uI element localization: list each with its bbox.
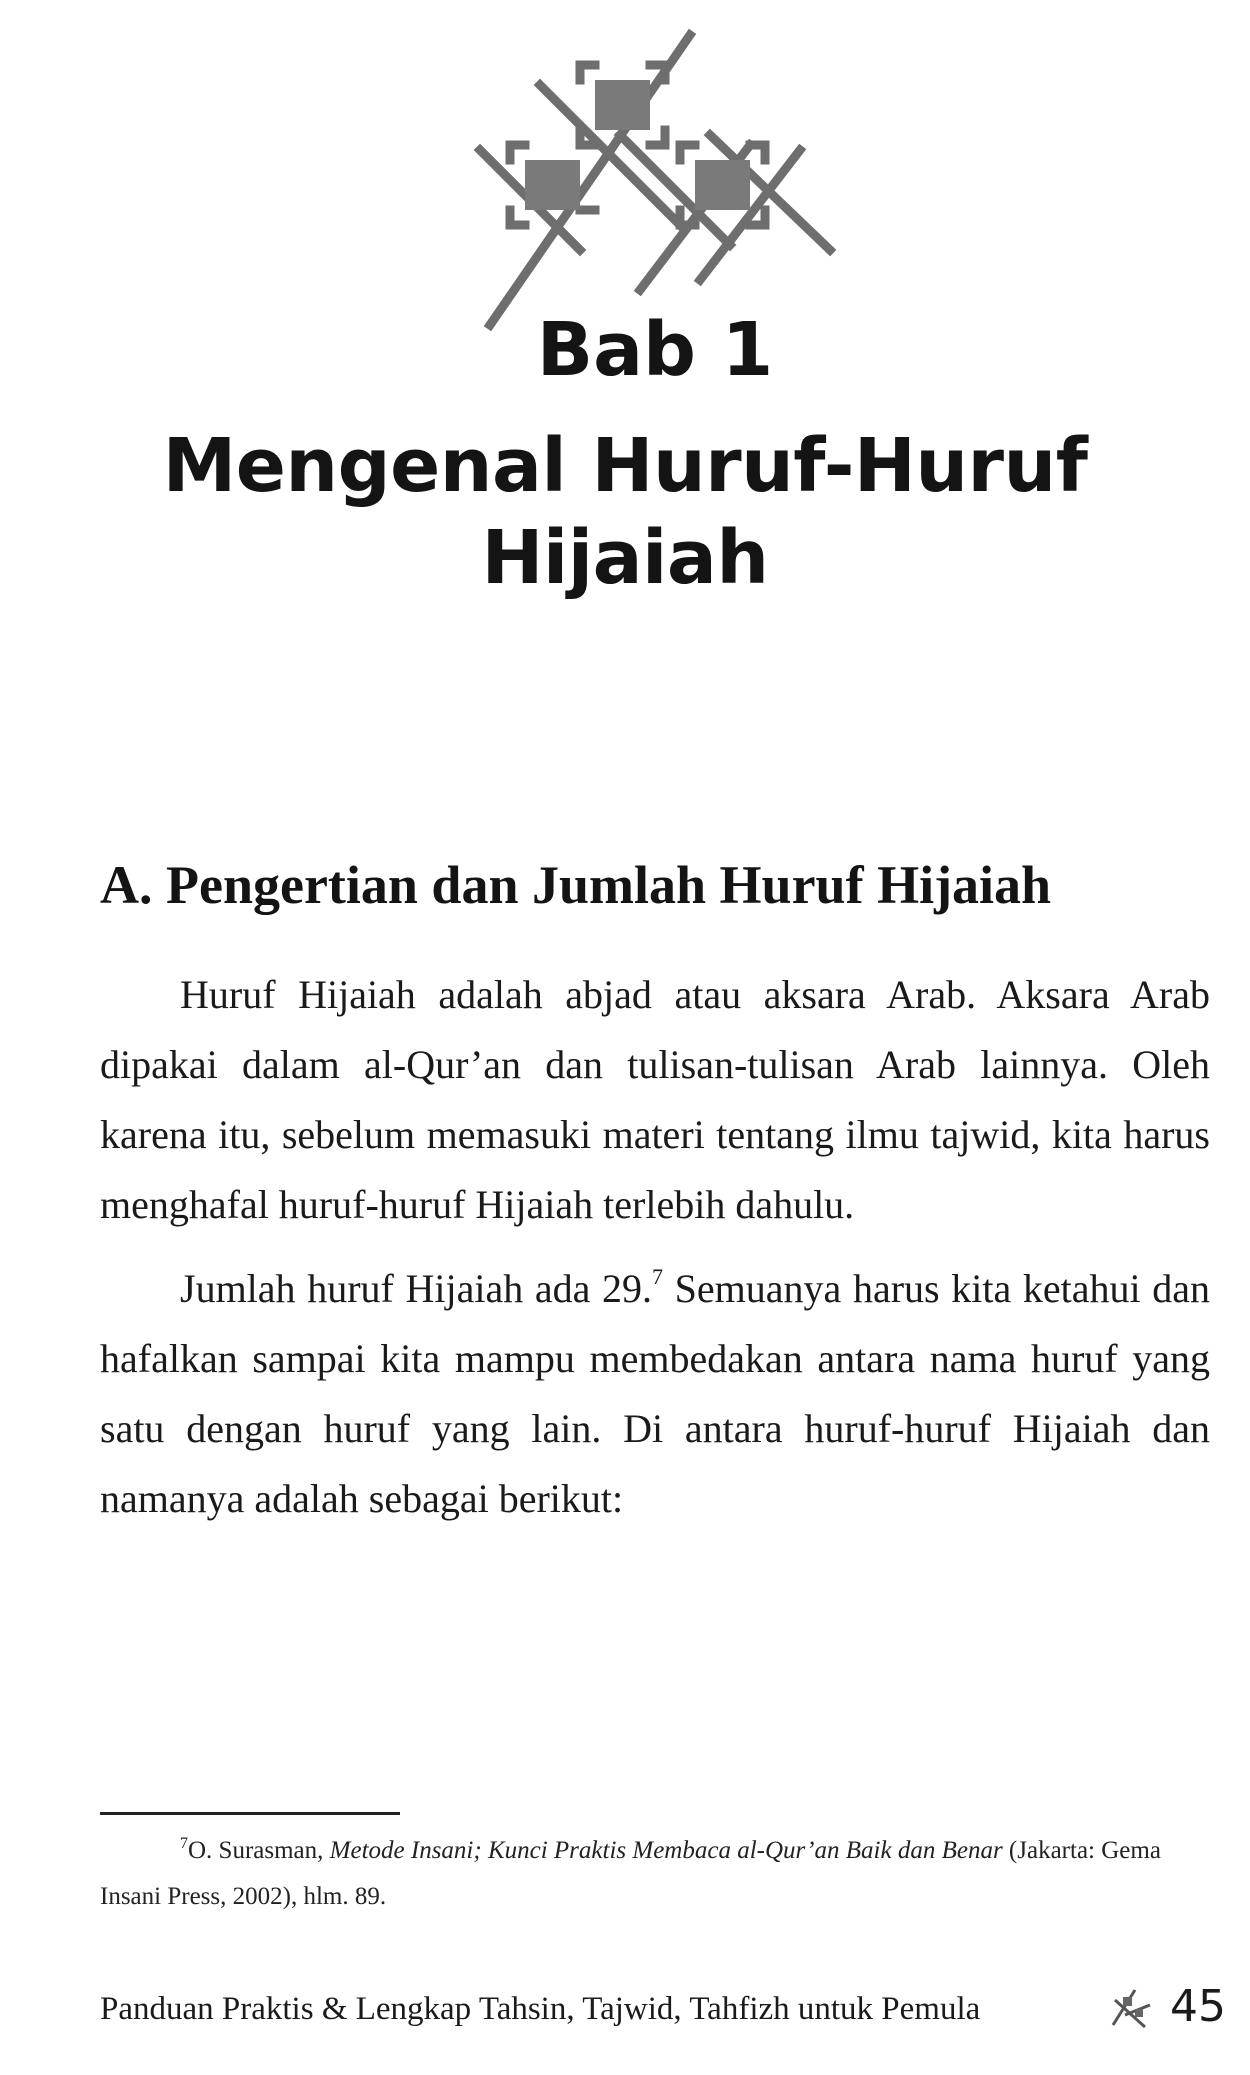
paragraph-2-start: Jumlah huruf Hijaiah ada 29. bbox=[180, 1266, 653, 1311]
footnote bbox=[100, 1828, 1210, 1920]
paragraph-2-rest: Semuanya harus kita ketahui dan hafalkan sampai kita mampu membedakan antara nama huruf yang satu dengan huruf yang lain. Di antara huruf-huruf Hijaiah dan namanya adalah sebagai berikut: bbox=[100, 1266, 1210, 1521]
section-heading: A. Pengertian dan Jumlah Huruf Hijaiah bbox=[100, 855, 1052, 915]
chapter-number: Bab 1 bbox=[536, 307, 774, 393]
chapter-title bbox=[0, 420, 1250, 604]
footer-book-title: Panduan Praktis & Lengkap Tahsin, Tajwid, Tahfizh untuk Pemula bbox=[100, 1991, 981, 2027]
footnote-marker: 7 bbox=[180, 1835, 188, 1852]
page-number: 45 bbox=[1170, 1981, 1226, 2032]
ornament-small-icon bbox=[1105, 1985, 1155, 2035]
paragraph-2 bbox=[100, 1254, 1210, 1534]
paragraph-1: Huruf Hijaiah adalah abjad atau aksara Arab. Aksara Arab dipakai dalam al-Qur’an dan tulisan-tulisan Arab lainnya. Oleh karena itu, sebelum memasuki materi tentang ilmu tajwid, kita harus menghafal huruf-huruf Hijaiah terlebih dahulu. bbox=[100, 972, 1210, 1227]
chapter-title-line-2: Hijaiah bbox=[481, 515, 769, 601]
footnote-divider bbox=[100, 1812, 400, 1815]
footnote-reference[interactable]: 7 bbox=[652, 1264, 664, 1289]
page-footer bbox=[100, 1981, 1240, 2045]
body-text bbox=[100, 960, 1210, 1548]
footnote-author: O. Surasman, bbox=[188, 1837, 330, 1864]
chapter-ornament-icon bbox=[470, 25, 840, 345]
footnote-book-title: Metode Insani; Kunci Praktis Membaca al-Qur’an Baik dan Benar bbox=[329, 1837, 1003, 1864]
chapter-title-line-1: Mengenal Huruf-Huruf bbox=[162, 423, 1088, 509]
footnote-publication: (Jakarta: Gema Insani Press, 2002), hlm. 89. bbox=[100, 1837, 1161, 1910]
